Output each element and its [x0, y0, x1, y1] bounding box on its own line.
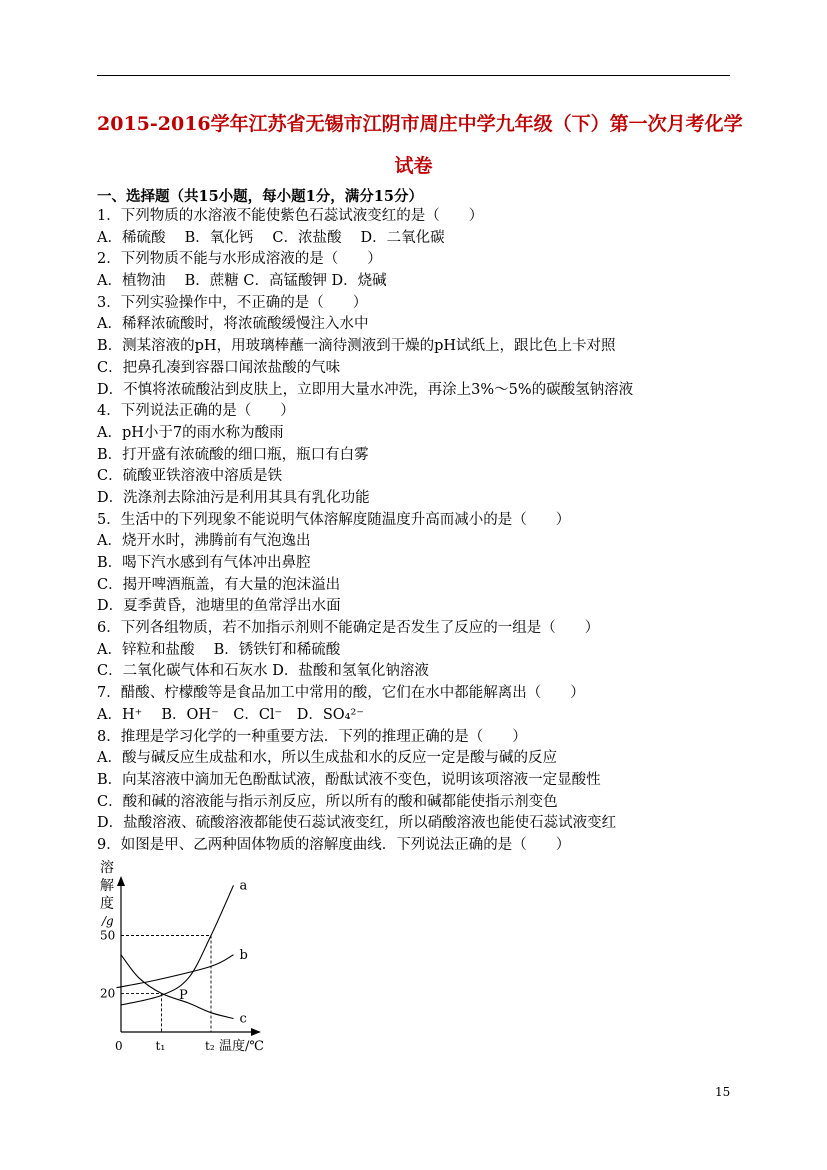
x-tick-label: t₂ — [205, 1039, 215, 1053]
question-line: 8．推理是学习化学的一种重要方法．下列的推理正确的是（ ） — [97, 728, 527, 745]
question-line: B．向某溶液中滴加无色酚酞试液，酚酞试液不变色，说明该项溶液一定显酸性 — [97, 771, 601, 788]
y-axis-arrow — [117, 876, 125, 886]
y-axis-label-2: 解 — [100, 878, 114, 894]
series-label-b: b — [239, 947, 248, 963]
question-line: C．酸和碱的溶液能与指示剂反应，所以所有的酸和碱都能使指示剂变色 — [97, 793, 558, 810]
question-line: D．盐酸溶液、硫酸溶液都能使石蕊试液变红，所以硝酸溶液也能使石蕊试液变红 — [97, 815, 617, 832]
question-line: A．植物油 B．蔗糖 C．高锰酸钾 D．烧碱 — [97, 273, 387, 290]
y-tick-label: 20 — [100, 986, 116, 1001]
x-axis-arrow — [251, 1028, 261, 1036]
point-label: P — [179, 988, 188, 1003]
question-line: A．稀硫酸 B．氧化钙 C．浓盐酸 D．二氧化碳 — [97, 229, 445, 246]
question-line: C．二氧化碳气体和石灰水 D．盐酸和氢氧化钠溶液 — [97, 663, 429, 680]
origin-label: 0 — [115, 1039, 123, 1053]
question-line: A．pH小于7的雨水称为酸雨 — [97, 424, 284, 441]
page-title-continued: 试卷 — [394, 155, 433, 177]
question-line: B．测某溶液的pH，用玻璃棒蘸一滴待测液到干燥的pH试纸上，跟比色上卡对照 — [97, 338, 616, 355]
question-line: D．夏季黄昏，池塘里的鱼常浮出水面 — [97, 598, 341, 615]
question-line: A．H⁺ B．OH⁻ C．Cl⁻ D．SO₄²⁻ — [97, 706, 364, 723]
series-line-a — [121, 885, 234, 1005]
y-axis-label-3: 度 — [100, 896, 114, 912]
page-number: 15 — [715, 1085, 731, 1099]
question-line: 4．下列说法正确的是（ ） — [97, 403, 295, 420]
question-line: C．硫酸亚铁溶液中溶质是铁 — [97, 468, 283, 485]
question-line: C．把鼻孔凑到容器口闻浓盐酸的气味 — [97, 359, 341, 376]
question-line: B．喝下汽水感到有气体冲出鼻腔 — [97, 555, 311, 571]
question-line: 1．下列物质的水溶液不能使紫色石蕊试液变红的是（ ） — [97, 208, 484, 224]
question-line: C．揭开啤酒瓶盖，有大量的泡沫溢出 — [97, 576, 341, 593]
solubility-chart — [97, 858, 287, 1058]
question-line: A．烧开水时，沸腾前有气泡逸出 — [97, 533, 311, 550]
section-header: 一、选择题（共15小题，每小题1分，满分15分） — [97, 188, 423, 205]
x-tick-label: t₁ — [155, 1039, 166, 1053]
question-line: A．稀释浓硫酸时，将浓硫酸缓慢注入水中 — [97, 316, 369, 333]
y-axis-label-4: /g — [102, 914, 114, 928]
question-line: D．洗涤剂去除油污是利用其具有乳化功能 — [97, 489, 370, 506]
y-axis-label-1: 溶 — [100, 860, 114, 876]
series-line-b — [117, 955, 234, 988]
series-label-a: a — [239, 878, 248, 894]
question-line: 5．生活中的下列现象不能说明气体溶解度随温度升高而减小的是（ ） — [97, 511, 571, 528]
question-line: 6．下列各组物质，若不加指示剂则不能确定是否发生了反应的一组是（ ） — [97, 620, 600, 637]
question-list — [97, 206, 737, 857]
x-axis-label: 温度/℃ — [219, 1039, 264, 1054]
header-rule — [97, 75, 730, 76]
question-line: 3．下列实验操作中，不正确的是（ ） — [97, 294, 368, 311]
question-line: 7．醋酸、柠檬酸等是食品加工中常用的酸，它们在水中都能解离出（ ） — [97, 685, 585, 702]
page-title: 2015-2016学年江苏省无锡市江阴市周庄中学九年级（下）第一次月考化学 — [97, 113, 743, 135]
question-line: A．锌粒和盐酸 B．锈铁钉和稀硫酸 — [97, 641, 341, 658]
question-line: D．不慎将浓硫酸沾到皮肤上，立即用大量水冲洗，再涂上3%～5%的碳酸氢钠溶液 — [97, 381, 634, 398]
series-label-c: c — [239, 1011, 247, 1027]
question-line: B．打开盛有浓硫酸的细口瓶，瓶口有白雾 — [97, 446, 369, 463]
question-line: A．酸与碱反应生成盐和水，所以生成盐和水的反应一定是酸与碱的反应 — [97, 750, 557, 767]
y-tick-label: 50 — [100, 928, 116, 943]
question-line: 2．下列物质不能与水形成溶液的是（ ） — [97, 251, 382, 268]
question-line: 9．如图是甲、乙两种固体物质的溶解度曲线．下列说法正确的是（ ） — [97, 836, 571, 853]
